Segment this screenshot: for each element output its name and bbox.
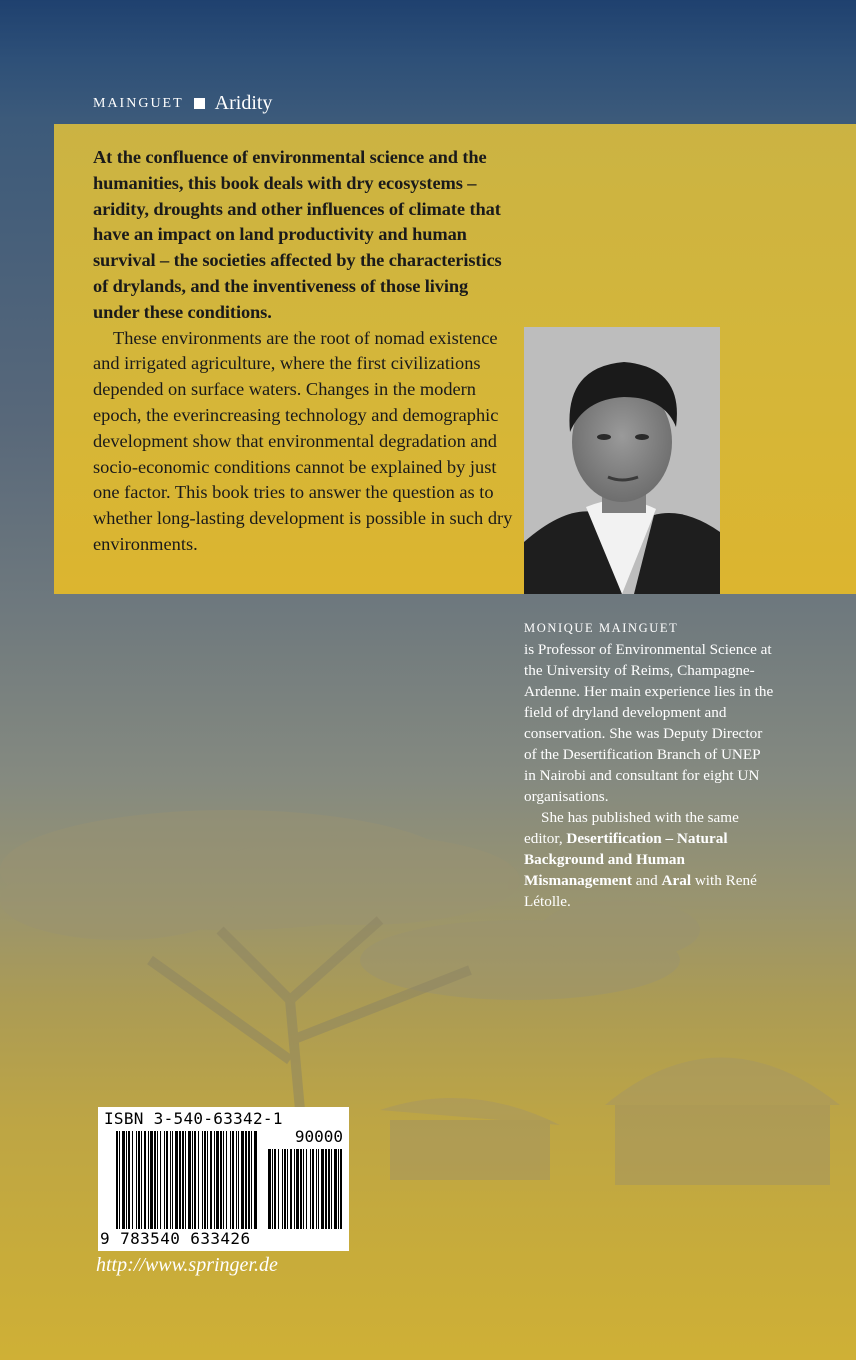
book-title: Aridity bbox=[214, 92, 273, 114]
bio-book-desertification: Desertification – Natural Background and Human Mismanagement bbox=[524, 830, 728, 889]
author-bio bbox=[524, 618, 774, 912]
author-photo bbox=[524, 327, 720, 594]
bio-paragraph-2 bbox=[524, 807, 774, 912]
isbn-number: ISBN 3-540-63342-1 bbox=[104, 1109, 283, 1128]
bio-book-aral: Aral bbox=[661, 872, 692, 889]
author-name: MONIQUE MAINGUET bbox=[524, 621, 679, 635]
isbn-barcode bbox=[98, 1107, 349, 1251]
author-surname: MAINGUET bbox=[93, 95, 184, 111]
author-portrait-image bbox=[524, 327, 720, 594]
ean-number: 9 783540 633426 bbox=[100, 1229, 251, 1248]
publisher-url[interactable]: http://www.springer.de bbox=[96, 1254, 278, 1276]
cover-header bbox=[93, 92, 272, 115]
bio-p2-and: and bbox=[631, 872, 662, 889]
book-blurb bbox=[93, 145, 513, 558]
blurb-paragraph-2: These environments are the root of nomad existence and irrigated agriculture, where the first civilizations depended on surface waters. Changes in the modern epoch, the everincreasing technology and demographic development show that environmental degradation and socio-economic conditions cannot be explained by just one factor. This book tries to answer the question as to whether long-lasting development is possible in such dry environments. bbox=[93, 327, 513, 554]
square-bullet-icon bbox=[194, 98, 205, 109]
bio-paragraph-1: is Professor of Environmental Science at the University of Reims, Champagne-Ardenne. Her main experience lies in the field of dryland development and conservation. She was Deputy Director of the Desertification Branch of UNEP in Nairobi and consultant for eight UN organisations. bbox=[524, 641, 774, 805]
bio-p2-end: with René Létolle. bbox=[524, 872, 757, 910]
price-code: 90000 bbox=[294, 1127, 343, 1146]
blurb-paragraph-1: At the confluence of environmental science and the humanities, this book deals with dry ecosystems – aridity, droughts and other influences of climate that have an impact on land productivity and human survival – the societies affected by the characteristics of drylands, and the inventiveness of those living under these conditions. bbox=[93, 147, 502, 322]
bio-p2-intro: She has published with the same editor, bbox=[524, 809, 739, 847]
